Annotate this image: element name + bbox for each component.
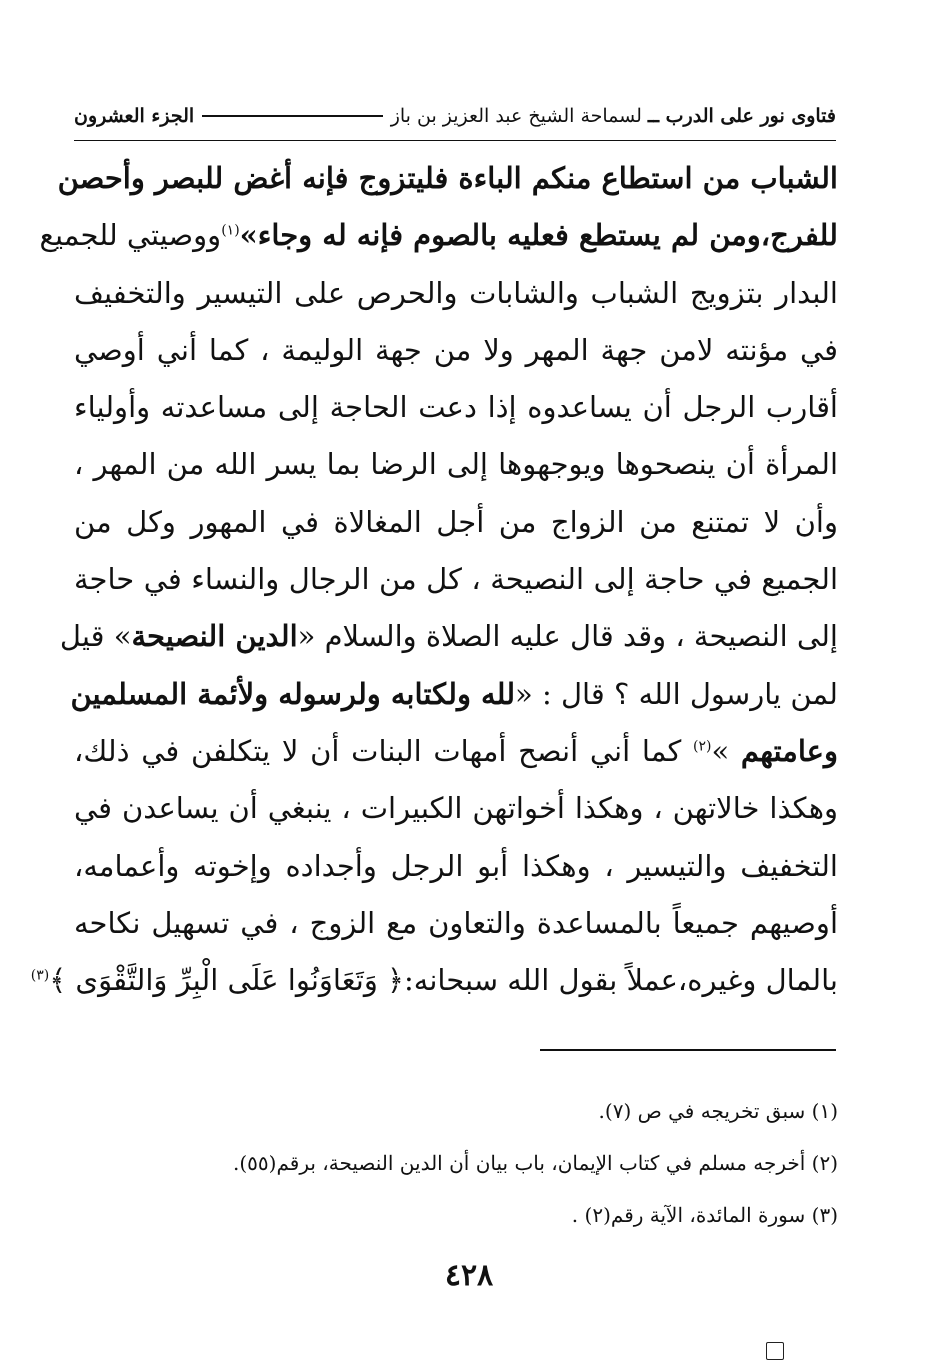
footnote-ref: (٣) [30,967,50,984]
body-line [30,952,838,1009]
body-line: البدار بتزويج الشباب والشابات والحرص على التيسير والتخفيف [74,275,838,310]
body-line: التخفيف والتيسير ، وهكذا أبو الرجل وأجداده وإخوته وأعمامه، [74,848,838,883]
footnote-ref: (١) [221,222,240,239]
body-line: المرأة أن ينصحوها ويوجهوها إلى الرضا بما يسر الله من المهر ، [74,447,838,482]
page-number: ٤٢٨ [444,1258,494,1293]
footnote-item: (٣) سورة المائدة، الآية رقم(٢) . [571,1203,838,1227]
body-line: الجميع في حاجة إلى النصيحة ، كل من الرجال والنساء في حاجة [74,562,838,597]
body-text [30,150,838,1009]
body-line: إلى النصيحة ، وقد قال عليه الصلاة والسلام «الدين النصيحة» قيل [59,619,838,654]
header-rule [202,115,383,117]
body-line: أقارب الرجل أن يساعدوه إذا دعت الحاجة إلى مساعدته وأولياء [74,390,838,425]
footnote-separator [540,1049,836,1051]
hadith-quote: لله ولكتابه ولرسوله ولأئمة المسلمين [70,676,516,711]
corner-mark [766,1342,784,1360]
header-part-label: الجزء العشرون [74,105,195,127]
header-series-title: فتاوى نور على الدرب ــ [647,105,836,127]
body-line: للفرج،ومن لم يستطع فعليه بالصوم فإنه له وجاء»$^{(١)}$ووصيتي للجميع [39,218,838,253]
body-line: وهكذا خالاتهن ، وهكذا أخواتهن الكبيرات ، ينبغي أن يساعدن في [74,791,838,826]
body-line: وأن لا تمتنع من الزواج من أجل المغالاة في المهور وكل من [74,504,838,539]
quran-verse: بالمال وغيره،عملاً بقول الله سبحانه:﴿ وَتَعَاوَنُوا عَلَى الْبِرِّ وَالتَّقْوَى ﴾ [49,963,838,998]
body-line: في مؤنته لامن جهة المهر ولا من جهة الوليمة ، كما أني أوصي [74,332,838,367]
footnote-ref: (٢) [692,738,712,755]
body-line: الشباب من استطاع منكم الباءة فليتزوج فإنه أغض للبصر وأحصن [57,161,838,195]
hadith-quote: الدين النصيحة [131,619,298,654]
body-line: أوصيهم جميعاً بالمساعدة والتعاون مع الزوج ، في تسهيل نكاحه [74,905,838,940]
running-header [74,96,836,141]
body-line: لمن يارسول الله ؟ قال : «لله ولكتابه ولرسوله ولأئمة المسلمين [70,676,838,711]
footnotes [74,1085,838,1241]
footnote-item: (٢) أخرجه مسلم في كتاب الإيمان، باب بيان أن الدين النصيحة، برقم(٥٥). [233,1151,838,1175]
footnote-item: (١) سبق تخريجه في ص (٧). [598,1099,838,1123]
header-author: لسماحة الشيخ عبد العزيز بن باز [390,105,642,127]
body-line: وعامتهم »$^{(٢)}$ كما أني أنصح أمهات البنات أن لا يتكلفن في ذلك، [74,733,838,768]
